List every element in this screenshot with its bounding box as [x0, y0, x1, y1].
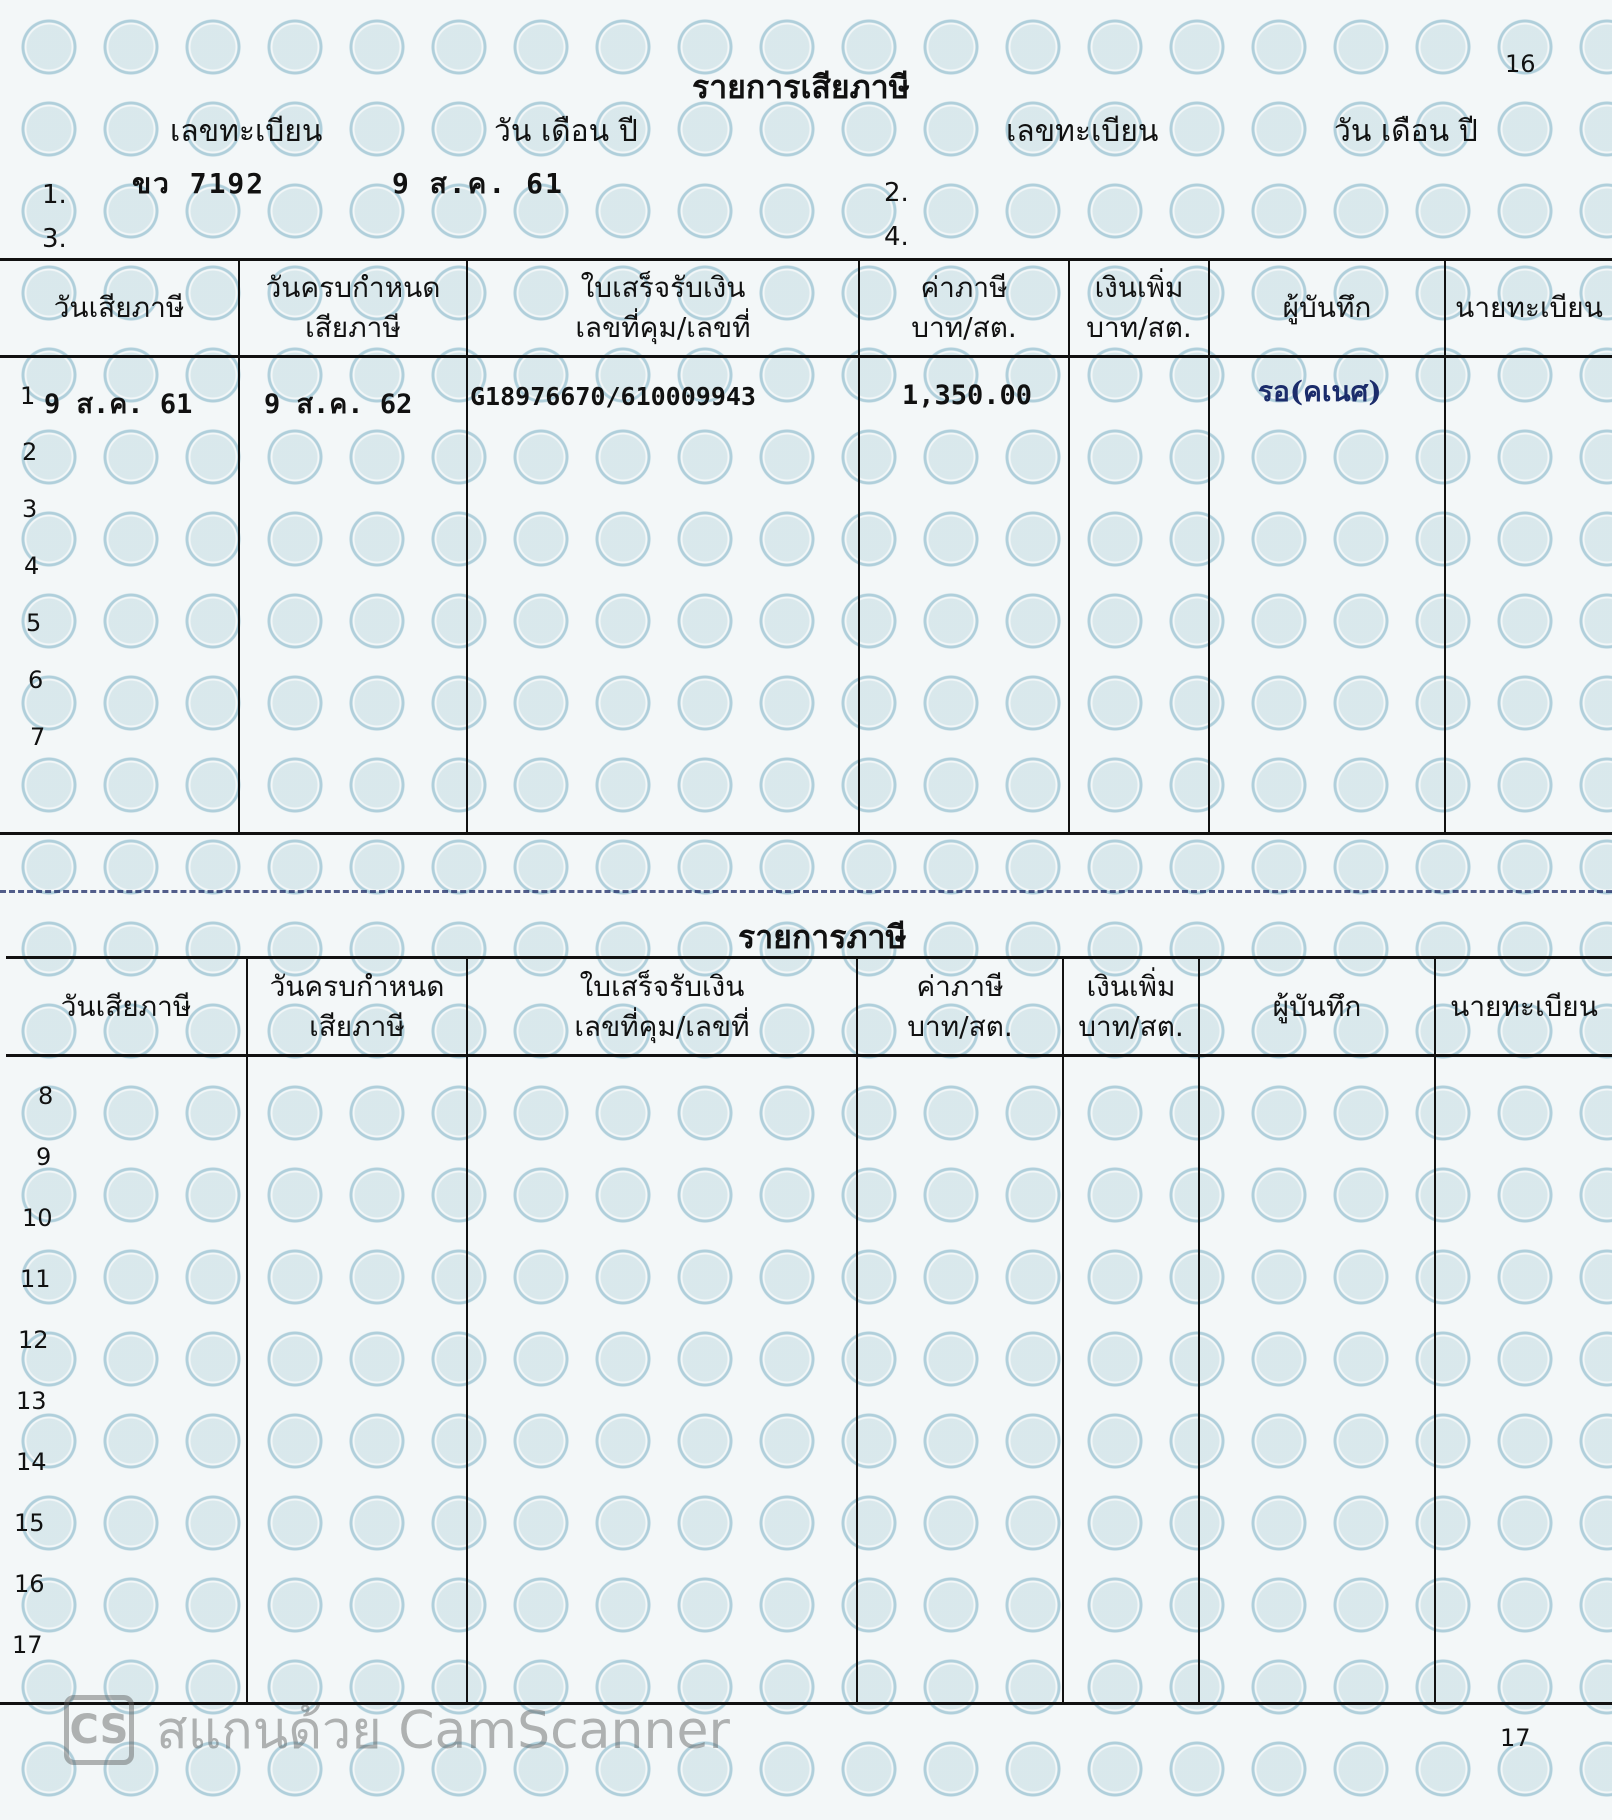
column-header-due-date — [248, 960, 466, 1054]
row-number: 12 — [18, 1326, 49, 1354]
cell-tax-amount: 1,350.00 — [902, 380, 1033, 411]
column-header-label: ค่าภาษี — [920, 271, 1008, 304]
registration-date: 9 ส.ค. 61 — [392, 167, 564, 200]
row-number: 1 — [20, 382, 36, 410]
row-number: 5 — [26, 609, 42, 637]
registration-entry-index: 1. — [42, 180, 67, 210]
page-number-top: 16 — [1505, 50, 1536, 78]
column-header-due-date — [240, 262, 466, 354]
column-header-label: ใบเสร็จรับเงิน — [579, 970, 745, 1003]
table-rule — [0, 355, 1612, 358]
column-header-label: ผู้บันทึก — [1272, 990, 1362, 1023]
registration-number: ขว 7192 — [132, 167, 266, 200]
column-header-label: เงินเพิ่ม — [1094, 271, 1184, 304]
column-header-label: เลขที่คุม/เลขที่ — [575, 311, 751, 344]
row-number: 9 — [36, 1143, 52, 1171]
row-number: 13 — [16, 1387, 47, 1415]
column-header-label: วันครบกำหนด — [269, 970, 445, 1003]
column-header-label: บาท/สต. — [907, 1010, 1013, 1043]
column-header-label: บาท/สต. — [1078, 1010, 1184, 1043]
column-header-label: วันครบกำหนด — [265, 271, 441, 304]
label-date-right: วัน เดือน ปี — [1334, 114, 1478, 149]
row-number: 15 — [14, 1509, 45, 1537]
cell-receipt-number: G18976670/610009943 — [470, 382, 756, 411]
row-number: 17 — [12, 1631, 43, 1659]
registration-entry-index: 4. — [884, 222, 909, 252]
cell-tax-date: 9 ส.ค. 61 — [44, 389, 193, 420]
registration-entry-index: 2. — [884, 178, 909, 208]
table-column-divider — [856, 958, 858, 1702]
column-header-label: เงินเพิ่ม — [1086, 970, 1176, 1003]
table-rule — [0, 832, 1612, 835]
table-column-divider — [466, 958, 468, 1702]
column-header-label: เสียภาษี — [305, 311, 401, 344]
label-registration-left: เลขทะเบียน — [170, 114, 323, 149]
camscanner-logo-icon: CS — [64, 1695, 134, 1765]
table-rule — [0, 258, 1612, 261]
row-number: 16 — [14, 1570, 45, 1598]
section-title-bottom: รายการภาษี — [738, 918, 907, 956]
column-header-tax-date — [0, 262, 238, 354]
section-title-top: รายการเสียภาษี — [692, 68, 910, 106]
row-number: 3 — [22, 495, 38, 523]
row-number: 7 — [30, 723, 46, 751]
row-number: 10 — [22, 1204, 53, 1232]
column-header-label: เสียภาษี — [309, 1010, 405, 1043]
column-header-label: บาท/สต. — [1086, 311, 1192, 344]
table-column-divider — [246, 958, 248, 1702]
table-column-divider — [1062, 958, 1064, 1702]
row-number: 11 — [20, 1265, 51, 1293]
row-number: 4 — [24, 552, 40, 580]
row-number: 8 — [38, 1082, 54, 1110]
column-header-label: ผู้บันทึก — [1282, 291, 1372, 324]
column-header-receipt — [468, 960, 856, 1054]
table-column-divider — [1434, 958, 1436, 1702]
column-header-registrar — [1436, 960, 1612, 1054]
page-tear-line — [0, 890, 1612, 909]
column-header-label: นายทะเบียน — [1450, 990, 1598, 1023]
column-header-receipt — [468, 262, 858, 354]
table-column-divider — [1198, 958, 1200, 1702]
page-number-bottom: 17 — [1500, 1724, 1531, 1752]
column-header-recorder — [1210, 262, 1444, 354]
column-header-label: นายทะเบียน — [1455, 291, 1603, 324]
column-header-tax-amount — [858, 960, 1062, 1054]
column-header-label: ค่าภาษี — [916, 970, 1004, 1003]
column-header-surcharge — [1070, 262, 1208, 354]
column-header-tax-amount — [860, 262, 1068, 354]
column-header-label: บาท/สต. — [911, 311, 1017, 344]
cell-due-date: 9 ส.ค. 62 — [264, 389, 413, 420]
row-number: 14 — [16, 1448, 47, 1476]
column-header-label: เลขที่คุม/เลขที่ — [574, 1010, 750, 1043]
column-header-surcharge — [1064, 960, 1198, 1054]
column-header-label: วันเสียภาษี — [60, 990, 192, 1023]
camscanner-watermark — [64, 1688, 730, 1771]
label-registration-right: เลขทะเบียน — [1006, 114, 1159, 149]
column-header-label: วันเสียภาษี — [53, 291, 185, 324]
column-header-tax-date — [6, 960, 246, 1054]
cell-recorder-signature: รอ(คเนศ) — [1258, 375, 1382, 408]
column-header-recorder — [1200, 960, 1434, 1054]
camscanner-watermark-text: สแกนด้วย CamScanner — [156, 1701, 730, 1761]
label-date-left: วัน เดือน ปี — [494, 114, 638, 149]
column-header-registrar — [1446, 262, 1612, 354]
column-header-label: ใบเสร็จรับเงิน — [580, 271, 746, 304]
row-number: 6 — [28, 666, 44, 694]
registration-entry-index: 3. — [42, 224, 67, 254]
row-number: 2 — [22, 438, 38, 466]
